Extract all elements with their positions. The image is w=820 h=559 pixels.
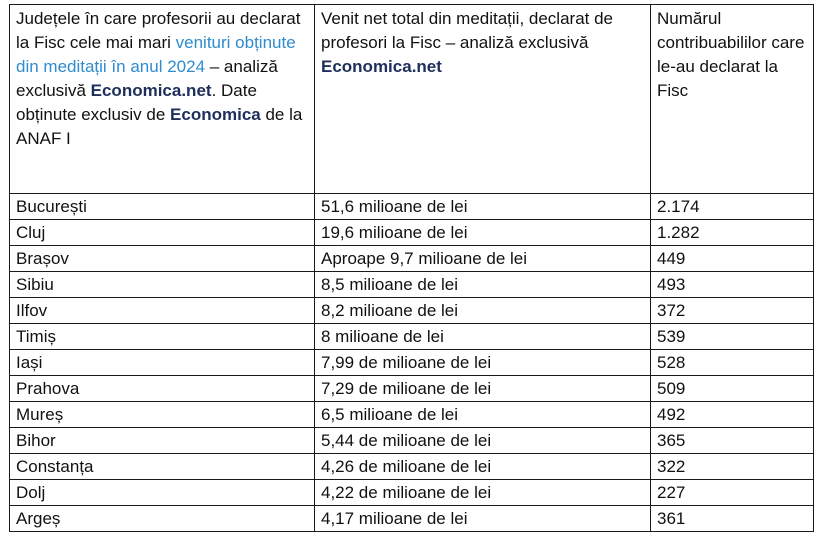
county-cell: Constanța xyxy=(10,454,315,480)
count-cell: 322 xyxy=(651,454,814,480)
county-cell: Timiș xyxy=(10,324,315,350)
count-cell: 492 xyxy=(651,402,814,428)
income-cell: 4,17 milioane de lei xyxy=(315,506,651,532)
table-row xyxy=(10,480,814,506)
table-row xyxy=(10,298,814,324)
count-cell: 493 xyxy=(651,272,814,298)
count-cell: 372 xyxy=(651,298,814,324)
income-cell: 4,26 de milioane de lei xyxy=(315,454,651,480)
income-cell: 8,2 milioane de lei xyxy=(315,298,651,324)
income-cell: 19,6 milioane de lei xyxy=(315,220,651,246)
table-row xyxy=(10,246,814,272)
table-row xyxy=(10,272,814,298)
table-row xyxy=(10,376,814,402)
brand-economica-net: Economica.net xyxy=(90,81,212,100)
table-row xyxy=(10,220,814,246)
county-cell: Bihor xyxy=(10,428,315,454)
county-cell: Sibiu xyxy=(10,272,315,298)
income-cell: 7,29 de milioane de lei xyxy=(315,376,651,402)
count-cell: 528 xyxy=(651,350,814,376)
count-cell: 2.174 xyxy=(651,194,814,220)
income-cell: 7,99 de milioane de lei xyxy=(315,350,651,376)
table-body xyxy=(10,5,814,532)
count-cell: 365 xyxy=(651,428,814,454)
count-cell: 227 xyxy=(651,480,814,506)
income-cell: 4,22 de milioane de lei xyxy=(315,480,651,506)
county-cell: Mureș xyxy=(10,402,315,428)
brand-economica: Economica xyxy=(170,105,261,124)
tutoring-income-link[interactable]: venituri obținute din meditații în anul 2024 xyxy=(16,33,296,76)
county-cell: Dolj xyxy=(10,480,315,506)
count-cell: 361 xyxy=(651,506,814,532)
header-count-text: Numărul contribuabililor care le-au declarat la Fisc xyxy=(657,9,805,100)
income-cell: Aproape 9,7 milioane de lei xyxy=(315,246,651,272)
count-cell: 449 xyxy=(651,246,814,272)
county-cell: Cluj xyxy=(10,220,315,246)
header-county xyxy=(10,5,315,194)
header-county-text: Județele în care profesorii au declarat la Fisc cele mai mari xyxy=(16,9,301,52)
count-cell: 1.282 xyxy=(651,220,814,246)
county-cell: Prahova xyxy=(10,376,315,402)
income-cell: 51,6 milioane de lei xyxy=(315,194,651,220)
header-income-text: Venit net total din meditații, declarat de profesori la Fisc – analiză exclusivă xyxy=(321,9,614,52)
income-cell: 6,5 milioane de lei xyxy=(315,402,651,428)
income-cell: 8,5 milioane de lei xyxy=(315,272,651,298)
table-row xyxy=(10,324,814,350)
brand-economica-net-2: Economica.net xyxy=(321,57,442,76)
header-county-text-4: de la ANAF I xyxy=(16,105,303,148)
table-row xyxy=(10,428,814,454)
count-cell: 509 xyxy=(651,376,814,402)
table-row xyxy=(10,350,814,376)
county-cell: Brașov xyxy=(10,246,315,272)
county-cell: Argeș xyxy=(10,506,315,532)
income-cell: 8 milioane de lei xyxy=(315,324,651,350)
income-table xyxy=(9,4,814,532)
county-cell: București xyxy=(10,194,315,220)
table-row xyxy=(10,194,814,220)
header-row xyxy=(10,5,814,194)
income-cell: 5,44 de milioane de lei xyxy=(315,428,651,454)
header-income xyxy=(315,5,651,194)
table-row xyxy=(10,506,814,532)
table-row xyxy=(10,454,814,480)
county-cell: Ilfov xyxy=(10,298,315,324)
header-county-text-3: . Date obținute exclusiv de xyxy=(16,81,257,124)
header-county-text-2: – analiză exclusivă xyxy=(16,57,278,100)
table-row xyxy=(10,402,814,428)
county-cell: Iași xyxy=(10,350,315,376)
header-count xyxy=(651,5,814,194)
count-cell: 539 xyxy=(651,324,814,350)
